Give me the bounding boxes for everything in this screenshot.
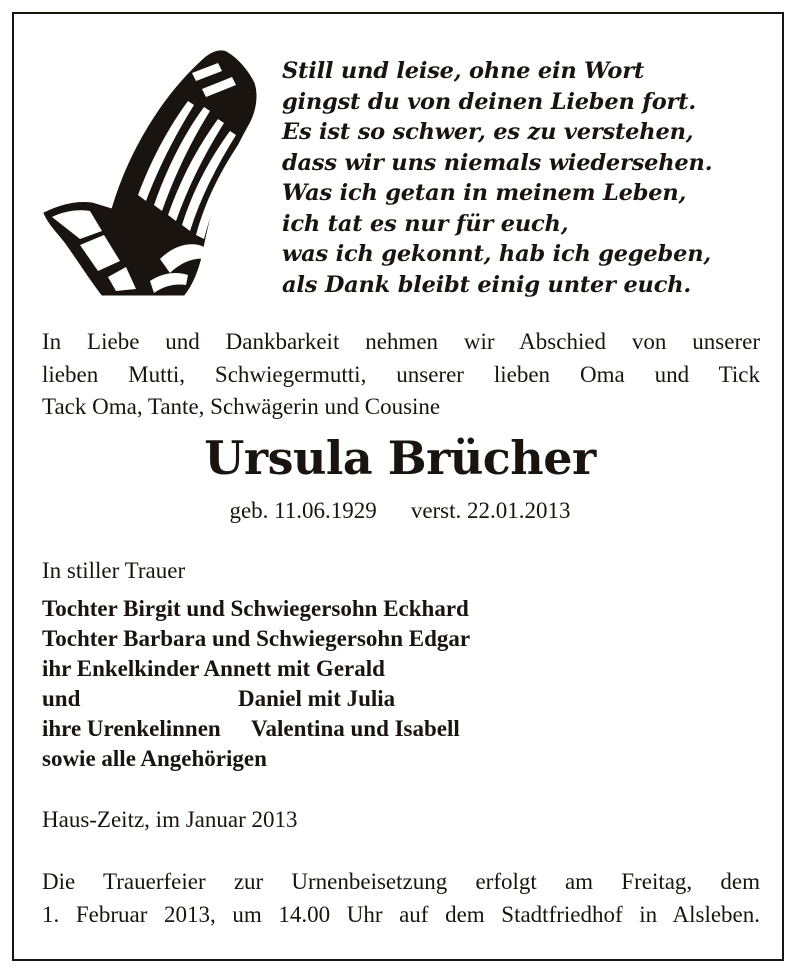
mourner-name: und <box>42 686 81 711</box>
poem-line: gingst du von deinen Lieben fort. <box>282 88 697 115</box>
birth-date: geb. 11.06.1929 <box>229 498 377 523</box>
intro-line: lieben Mutti, Schwiegermutti, unserer lieben Oma und Tick <box>42 361 760 387</box>
deceased-name: Ursula Brücher <box>204 431 596 485</box>
mourner-row <box>42 624 742 654</box>
poem-line: ich tat es nur für euch, <box>282 210 569 237</box>
ceremony-line: 1. Februar 2013, um 14.00 Uhr auf dem Stadtfriedhof in Alsleben. <box>42 901 760 927</box>
mourner-row <box>42 654 742 684</box>
life-dates <box>0 496 800 526</box>
intro-paragraph <box>42 326 760 424</box>
praying-hands-icon <box>42 45 267 300</box>
mourning-label: In stiller Trauer <box>42 558 186 583</box>
mourner-row <box>42 684 742 714</box>
intro-line: In Liebe und Dankbarkeit nehmen wir Abschied von unserer <box>42 329 760 354</box>
mourners-list <box>42 594 742 774</box>
poem-line: als Dank bleibt einig unter euch. <box>282 271 692 298</box>
mourner-row <box>42 594 742 624</box>
poem <box>282 56 752 300</box>
mourner-name-secondary: Daniel mit Julia <box>238 686 396 711</box>
poem-line: Es ist so schwer, es zu verstehen, <box>282 119 694 145</box>
mourner-row <box>42 744 742 774</box>
poem-line: Still und leise, ohne ein Wort <box>282 58 645 84</box>
mourner-row <box>42 714 742 744</box>
place-date: Haus-Zeitz, im Januar 2013 <box>42 807 298 832</box>
mourner-name: Tochter Birgit und Schwiegersohn Eckhard <box>42 596 469 621</box>
poem-line: was ich gekonnt, hab ich gegeben, <box>282 241 711 267</box>
mourner-name: ihre Urenkelinnen <box>42 716 221 741</box>
mourner-name: sowie alle Angehörigen <box>42 746 267 771</box>
mourner-name: ihr Enkelkinder Annett mit Gerald <box>42 656 385 681</box>
death-date: verst. 22.01.2013 <box>410 498 571 523</box>
poem-line: dass wir uns niemals wiedersehen. <box>282 149 713 176</box>
poem-line: Was ich getan in meinem Leben, <box>282 180 687 206</box>
ceremony-line: Die Trauerfeier zur Urnenbeisetzung erfolgt am Freitag, dem <box>42 869 760 894</box>
ceremony-paragraph <box>42 866 760 931</box>
mourner-name-secondary: Valentina und Isabell <box>251 716 460 741</box>
intro-line: Tack Oma, Tante, Schwägerin und Cousine <box>42 394 441 419</box>
mourner-name: Tochter Barbara und Schwiegersohn Edgar <box>42 626 471 651</box>
